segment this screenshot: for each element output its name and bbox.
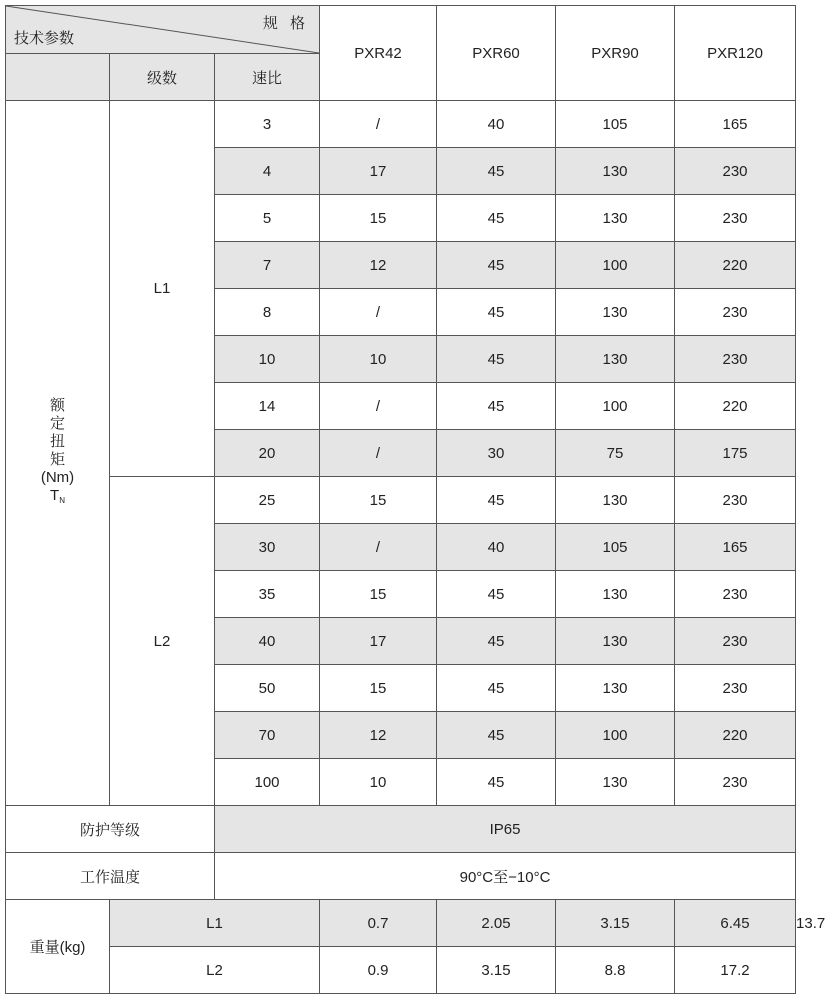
spec-label: 规 格 bbox=[262, 15, 310, 32]
torque-value-cell: 230 bbox=[675, 571, 796, 618]
torque-value-cell: / bbox=[320, 524, 437, 571]
spec-table bbox=[5, 5, 825, 994]
weight-value-cell: 3.15 bbox=[556, 900, 675, 947]
torque-symbol-subscript: N bbox=[59, 495, 65, 505]
model-header-pxr60: PXR60 bbox=[437, 6, 556, 101]
ratio-cell: 100 bbox=[215, 759, 320, 806]
torque-value-cell: 45 bbox=[437, 618, 556, 665]
ratio-cell: 14 bbox=[215, 383, 320, 430]
torque-value-cell: / bbox=[320, 430, 437, 477]
torque-value-cell: 105 bbox=[556, 101, 675, 148]
torque-value-cell: 45 bbox=[437, 477, 556, 524]
protection-label: 防护等级 bbox=[6, 806, 215, 853]
torque-symbol-letter: T bbox=[50, 486, 60, 504]
torque-value-cell: 230 bbox=[675, 665, 796, 712]
torque-value-cell: 130 bbox=[556, 571, 675, 618]
torque-value-cell: 17 bbox=[320, 148, 437, 195]
torque-value-cell: 165 bbox=[675, 524, 796, 571]
torque-value-cell: 130 bbox=[556, 336, 675, 383]
torque-value-cell: 230 bbox=[675, 148, 796, 195]
rated-torque-char: 额 bbox=[49, 396, 65, 414]
weight-stage-cell: L1 bbox=[110, 900, 320, 947]
torque-value-cell: 230 bbox=[675, 759, 796, 806]
torque-value-cell: 130 bbox=[556, 665, 675, 712]
model-header-pxr90: PXR90 bbox=[556, 6, 675, 101]
rated-torque-label bbox=[6, 101, 110, 806]
weight-value-cell: 2.05 bbox=[437, 900, 556, 947]
temperature-label: 工作温度 bbox=[6, 853, 215, 900]
torque-value-cell: 100 bbox=[556, 712, 675, 759]
torque-value-cell: 45 bbox=[437, 759, 556, 806]
torque-value-cell: 10 bbox=[320, 759, 437, 806]
header-blank-cell bbox=[6, 54, 110, 101]
torque-value-cell: 130 bbox=[556, 618, 675, 665]
corner-header-cell bbox=[6, 6, 320, 54]
ratio-cell: 35 bbox=[215, 571, 320, 618]
torque-value-cell: 45 bbox=[437, 712, 556, 759]
torque-value-cell: 130 bbox=[556, 759, 675, 806]
weight-value-cell: 0.7 bbox=[320, 900, 437, 947]
ratio-cell: 4 bbox=[215, 148, 320, 195]
torque-value-cell: 15 bbox=[320, 665, 437, 712]
stage-cell-l2: L2 bbox=[110, 477, 215, 806]
torque-value-cell: 10 bbox=[320, 336, 437, 383]
torque-value-cell: 130 bbox=[556, 195, 675, 242]
torque-value-cell: 230 bbox=[675, 289, 796, 336]
torque-value-cell: 45 bbox=[437, 148, 556, 195]
ratio-header: 速比 bbox=[215, 54, 320, 101]
torque-value-cell: 15 bbox=[320, 571, 437, 618]
torque-value-cell: 130 bbox=[556, 289, 675, 336]
torque-value-cell: 15 bbox=[320, 477, 437, 524]
torque-value-cell: 45 bbox=[437, 383, 556, 430]
weight-value-cell: 8.8 bbox=[556, 947, 675, 994]
torque-value-cell: 12 bbox=[320, 712, 437, 759]
torque-value-cell: 220 bbox=[675, 383, 796, 430]
ratio-cell: 25 bbox=[215, 477, 320, 524]
model-header-pxr42: PXR42 bbox=[320, 6, 437, 101]
ratio-cell: 70 bbox=[215, 712, 320, 759]
rated-torque-char: 扭 bbox=[49, 432, 65, 450]
ratio-cell: 40 bbox=[215, 618, 320, 665]
torque-value-cell: 130 bbox=[556, 477, 675, 524]
torque-value-cell: 165 bbox=[675, 101, 796, 148]
torque-value-cell: 45 bbox=[437, 289, 556, 336]
torque-value-cell: 12 bbox=[320, 242, 437, 289]
ratio-cell: 3 bbox=[215, 101, 320, 148]
torque-value-cell: / bbox=[320, 101, 437, 148]
torque-value-cell: 45 bbox=[437, 571, 556, 618]
torque-row bbox=[6, 101, 796, 148]
stage-header: 级数 bbox=[110, 54, 215, 101]
ratio-cell: 10 bbox=[215, 336, 320, 383]
header-row-1 bbox=[6, 6, 796, 54]
weight-value-cell: 0.9 bbox=[320, 947, 437, 994]
torque-value-cell: 230 bbox=[675, 336, 796, 383]
torque-value-cell: 40 bbox=[437, 524, 556, 571]
ratio-cell: 20 bbox=[215, 430, 320, 477]
temperature-value: 90°C至−10°C bbox=[215, 853, 796, 900]
protection-value: IP65 bbox=[215, 806, 796, 853]
weight-stage-cell: L2 bbox=[110, 947, 320, 994]
torque-value-cell: / bbox=[320, 383, 437, 430]
ratio-cell: 5 bbox=[215, 195, 320, 242]
torque-value-cell: 220 bbox=[675, 242, 796, 289]
weight-value-cell: 6.45 bbox=[675, 900, 796, 947]
torque-row bbox=[6, 477, 796, 524]
torque-value-cell: 230 bbox=[675, 618, 796, 665]
weight-row bbox=[6, 947, 796, 994]
torque-value-cell: 30 bbox=[437, 430, 556, 477]
weight-value-cell: 17.2 bbox=[675, 947, 796, 994]
torque-value-cell: 100 bbox=[556, 383, 675, 430]
tech-params-label: 技术参数 bbox=[14, 30, 75, 47]
weight-label: 重量(kg) bbox=[6, 900, 110, 994]
stage-cell-l1: L1 bbox=[110, 101, 215, 477]
torque-value-cell: 100 bbox=[556, 242, 675, 289]
model-header-pxr120: PXR120 bbox=[675, 6, 796, 101]
torque-value-cell: 45 bbox=[437, 665, 556, 712]
ratio-cell: 7 bbox=[215, 242, 320, 289]
torque-value-cell: 45 bbox=[437, 195, 556, 242]
ratio-cell: 8 bbox=[215, 289, 320, 336]
torque-value-cell: 230 bbox=[675, 477, 796, 524]
torque-value-cell: 75 bbox=[556, 430, 675, 477]
rated-torque-char: 矩 bbox=[49, 450, 65, 468]
torque-unit: (Nm) bbox=[40, 468, 75, 486]
torque-value-cell: 175 bbox=[675, 430, 796, 477]
protection-row bbox=[6, 806, 796, 853]
ratio-cell: 50 bbox=[215, 665, 320, 712]
torque-value-cell: 230 bbox=[675, 195, 796, 242]
torque-value-cell: / bbox=[320, 289, 437, 336]
torque-value-cell: 40 bbox=[437, 101, 556, 148]
torque-value-cell: 45 bbox=[437, 336, 556, 383]
ratio-cell: 30 bbox=[215, 524, 320, 571]
torque-value-cell: 105 bbox=[556, 524, 675, 571]
rated-torque-char: 定 bbox=[49, 414, 65, 432]
torque-value-cell: 17 bbox=[320, 618, 437, 665]
weight-row: 重量(kg) L1 0.7 2.05 3.15 6.45 13.7 bbox=[6, 900, 796, 947]
temperature-row bbox=[6, 853, 796, 900]
torque-symbol bbox=[6, 487, 109, 510]
torque-value-cell: 45 bbox=[437, 242, 556, 289]
torque-value-cell: 130 bbox=[556, 148, 675, 195]
weight-value-cell: 3.15 bbox=[437, 947, 556, 994]
torque-value-cell: 15 bbox=[320, 195, 437, 242]
torque-value-cell: 220 bbox=[675, 712, 796, 759]
